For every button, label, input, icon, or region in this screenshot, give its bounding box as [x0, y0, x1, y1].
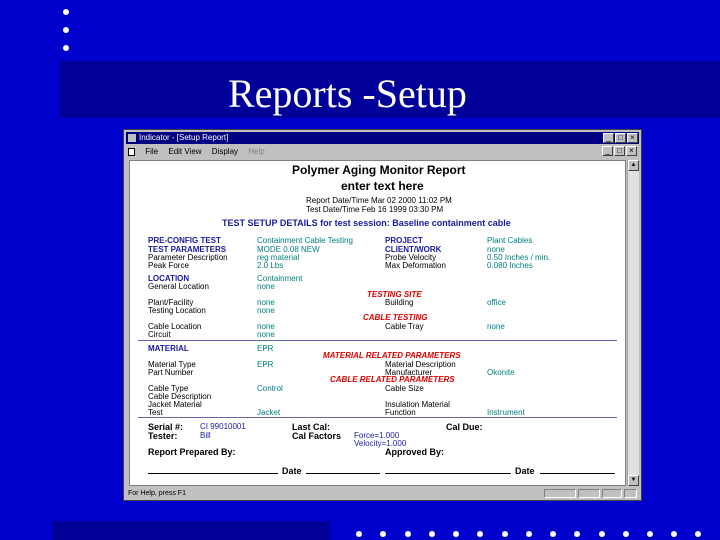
status-cell: [578, 489, 600, 498]
report-subtitle[interactable]: enter text here: [341, 179, 424, 193]
prepared-by-label: Report Prepared By:: [148, 447, 236, 457]
status-cell: [544, 489, 576, 498]
bottom-band: [52, 521, 330, 540]
cable-location-label: Cable Location: [148, 322, 202, 331]
material-desc-label: Material Description: [385, 360, 456, 369]
bullet-dot: [623, 531, 629, 537]
window-titlebar[interactable]: [126, 132, 639, 144]
test-value: Jacket: [257, 408, 281, 417]
bullet-dot: [477, 531, 483, 537]
project-label: PROJECT: [385, 236, 423, 245]
general-location-label: General Location: [148, 282, 209, 291]
cable-type-value: Control: [257, 384, 283, 393]
status-cell: [624, 489, 637, 498]
test-date: Test Date/Time Feb 16 1999 03:30 PM: [306, 205, 444, 214]
signature-line: [385, 473, 511, 474]
probe-velocity-value: 0.50 Inches / min.: [487, 253, 551, 262]
cable-tray-label: Cable Tray: [385, 322, 424, 331]
test-params-value: MODE 0.08 NEW: [257, 245, 320, 254]
param-desc-value: reg material: [257, 253, 300, 262]
app-icon[interactable]: [128, 134, 136, 142]
status-bar: [126, 488, 639, 499]
cable-tray-value: none: [487, 322, 505, 331]
approved-by-label: Approved By:: [385, 447, 445, 457]
material-label: MATERIAL: [148, 344, 189, 353]
doc-minimize-button[interactable]: _: [602, 146, 613, 156]
plant-facility-label: Plant/Facility: [148, 298, 194, 307]
date-line: [306, 473, 380, 474]
bullet-dot: [574, 531, 580, 537]
client-label: CLIENT/WORK: [385, 245, 442, 254]
bullet-dot: [599, 531, 605, 537]
bullet-dot: [695, 531, 701, 537]
bullet-dot: [63, 9, 69, 15]
peak-force-value: 2.0 Lbs: [257, 261, 284, 270]
bullet-dot: [429, 531, 435, 537]
status-text: For Help, press F1: [128, 490, 186, 497]
scroll-down-icon[interactable]: ▼: [628, 475, 639, 486]
testing-location-label: Testing Location: [148, 306, 206, 315]
preconfig-value: Containment Cable Testing: [257, 236, 353, 245]
max-deform-label: Max Deformation: [385, 261, 446, 270]
doc-close-button[interactable]: ×: [626, 146, 637, 156]
building-label: Building: [385, 298, 414, 307]
menu-display[interactable]: Display: [211, 147, 239, 156]
report-date: Report Date/Time Mar 02 2000 11:02 PM: [306, 196, 452, 205]
minimize-button[interactable]: _: [603, 133, 614, 143]
menu-help[interactable]: Help: [248, 147, 265, 156]
client-value: none: [487, 245, 505, 254]
slide-title: Reports -Setup: [228, 71, 467, 116]
app-window: [123, 129, 642, 501]
bullet-dot: [550, 531, 556, 537]
part-number-label: Part Number: [148, 368, 194, 377]
last-cal-label: Last Cal:: [292, 422, 331, 432]
cable-params-heading: CABLE RELATED PARAMETERS: [330, 375, 455, 384]
material-type-value: EPR: [257, 360, 274, 369]
plant-facility-value: none: [257, 298, 275, 307]
cable-type-label: Cable Type: [148, 384, 189, 393]
window-title: Indicator - [Setup Report]: [139, 133, 229, 142]
material-value: EPR: [257, 344, 274, 353]
testing-site-heading: TESTING SITE: [367, 290, 422, 299]
cal-due-label: Cal Due:: [446, 422, 483, 432]
section-divider: [138, 417, 617, 418]
section-divider: [138, 340, 617, 341]
document-icon[interactable]: [128, 148, 135, 156]
details-heading: TEST SETUP DETAILS for test session: Baseline containment cable: [222, 218, 511, 228]
circuit-value: none: [257, 330, 275, 339]
peak-force-label: Peak Force: [148, 261, 189, 270]
maximize-button[interactable]: □: [615, 133, 626, 143]
bullet-dot: [526, 531, 532, 537]
scroll-up-icon[interactable]: ▲: [628, 160, 639, 171]
bullet-dot: [647, 531, 653, 537]
menu-bar: [126, 145, 639, 158]
manufacturer-label: Manufacturer: [385, 368, 433, 377]
location-label: LOCATION: [148, 274, 190, 283]
bullet-dot: [405, 531, 411, 537]
insulation-material-label: Insulation Material: [385, 400, 450, 409]
bullet-dot: [63, 27, 69, 33]
bullet-dot: [502, 531, 508, 537]
test-params-label: TEST PARAMETERS: [148, 245, 227, 254]
probe-velocity-label: Probe Velocity: [385, 253, 437, 262]
cable-size-label: Cable Size: [385, 384, 424, 393]
testing-location-value: none: [257, 306, 275, 315]
cable-desc-label: Cable Description: [148, 392, 212, 401]
function-label: Function: [385, 408, 416, 417]
tester-value: Bill: [200, 431, 211, 440]
bullet-dot: [380, 531, 386, 537]
vertical-scrollbar[interactable]: [627, 160, 639, 486]
material-type-label: Material Type: [148, 360, 196, 369]
test-label: Test: [148, 408, 163, 417]
close-button[interactable]: ×: [627, 133, 638, 143]
report-page: [129, 160, 626, 486]
bullet-dot: [63, 45, 69, 51]
preconfig-label: PRE-CONFIG TEST: [148, 236, 221, 245]
circuit-label: Circuit: [148, 330, 171, 339]
bullet-dot: [671, 531, 677, 537]
report-title: Polymer Aging Monitor Report: [292, 163, 466, 177]
serial-value: CI 99010001: [200, 422, 246, 431]
material-params-heading: MATERIAL RELATED PARAMETERS: [323, 351, 461, 360]
location-value: Containment: [257, 274, 303, 283]
building-value: office: [487, 298, 506, 307]
jacket-material-label: Jacket Material: [148, 400, 202, 409]
date-label: Date: [515, 466, 535, 476]
doc-restore-button[interactable]: □: [614, 146, 625, 156]
date-label: Date: [282, 466, 302, 476]
max-deform-value: 0.080 Inches: [487, 261, 533, 270]
project-value: Plant Cables: [487, 236, 533, 245]
status-cell: [602, 489, 622, 498]
menu-edit-view[interactable]: Edit View: [168, 147, 202, 156]
manufacturer-value: Okonite: [487, 368, 515, 377]
bullet-dot: [356, 531, 362, 537]
force-value: Force=1.000: [354, 431, 400, 440]
menu-file[interactable]: File: [145, 147, 159, 156]
cal-factors-label: Cal Factors: [292, 431, 342, 441]
cable-testing-heading: CABLE TESTING: [363, 313, 428, 322]
general-location-value: none: [257, 282, 275, 291]
param-desc-label: Parameter Description: [148, 253, 228, 262]
velocity-value: Velocity=1.000: [354, 439, 407, 448]
signature-line: [148, 473, 278, 474]
date-line: [540, 473, 615, 474]
cable-location-value: none: [257, 322, 275, 331]
tester-label: Tester:: [148, 431, 178, 441]
serial-label: Serial #:: [148, 422, 184, 432]
bullet-dot: [453, 531, 459, 537]
function-value: Instrument: [487, 408, 525, 417]
